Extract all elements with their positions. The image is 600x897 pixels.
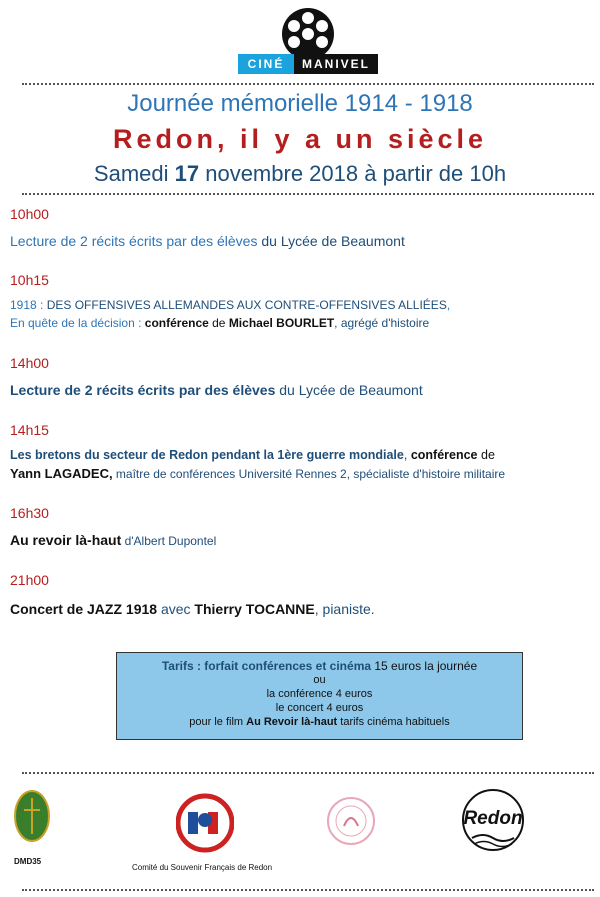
divider-top — [22, 83, 594, 85]
item6-avec: avec — [157, 601, 195, 617]
time-14h15: 14h15 — [10, 422, 49, 438]
item4-conference: conférence — [410, 448, 478, 462]
time-16h30: 16h30 — [10, 505, 49, 521]
pricing-amount: 15 euros — [374, 659, 422, 673]
date-prefix: Samedi — [93, 161, 175, 186]
item2-year: 1918 : — [10, 298, 47, 312]
item5-director: d'Albert Dupontel — [121, 534, 217, 548]
item4-title: Les bretons du secteur de Redon pendant la 1ère guerre mondiale — [10, 448, 404, 462]
dmd35-caption: DMD35 — [14, 857, 42, 866]
item4-de: de — [477, 448, 495, 462]
time-21h00: 21h00 — [10, 572, 49, 588]
program-item-4-line2 — [10, 466, 505, 481]
association-stamp-icon — [326, 796, 376, 846]
item6-role: , pianiste. — [314, 601, 375, 617]
time-14h00: 14h00 — [10, 355, 49, 371]
time-10h15: 10h15 — [10, 272, 49, 288]
redon-logo-text: Redon — [463, 808, 523, 829]
item2-subtitle: En quête de la décision : — [10, 316, 145, 330]
program-item-6 — [10, 601, 375, 617]
item1-place: du Lycée de Beaumont — [257, 233, 405, 249]
logo-band — [238, 54, 378, 74]
item2-conference: conférence — [144, 316, 209, 330]
pricing-film-title: Au Revoir là-haut — [246, 716, 338, 728]
item5-film: Au revoir là-haut — [10, 532, 122, 548]
divider-footer — [22, 772, 594, 774]
item6-concert: Concert de JAZZ 1918 — [10, 601, 158, 617]
redon-logo — [450, 788, 536, 858]
pricing-box — [116, 652, 523, 740]
event-date — [0, 161, 600, 187]
item2-speaker-role: , agrégé d'histoire — [334, 316, 430, 330]
program-item-4-line1 — [10, 448, 495, 462]
pricing-film-post: tarifs cinéma habituels — [337, 716, 450, 728]
program-item-2-line2 — [10, 316, 429, 330]
souvenir-francais-logo-icon — [176, 792, 234, 854]
item4-speaker: Yann LAGADEC, — [10, 466, 113, 481]
souvenir-caption: Comité du Souvenir Français de Redon — [132, 863, 273, 872]
item2-speaker: Michael BOURLET — [228, 316, 335, 330]
program-item-3 — [10, 382, 423, 398]
divider-bottom — [22, 889, 594, 891]
date-suffix: novembre 2018 à partir de 10h — [199, 161, 507, 186]
item2-de: de — [208, 316, 229, 330]
event-title: Journée mémorielle 1914 - 1918 — [127, 90, 473, 117]
item3-place: du Lycée de Beaumont — [275, 382, 423, 398]
logo-text-manivel: MANIVEL — [294, 54, 378, 74]
pricing-or: ou — [313, 674, 326, 686]
item4-speaker-role: maître de conférences Université Rennes 2, spécialiste d'histoire militaire — [112, 467, 506, 481]
pricing-period: la journée — [421, 659, 478, 673]
pricing-film — [117, 715, 522, 729]
pricing-concert: le concert 4 euros — [275, 702, 364, 714]
divider-title — [22, 193, 594, 195]
date-day: 17 — [174, 161, 200, 186]
item1-text: Lecture de 2 récits écrits par des élèves — [10, 233, 258, 249]
item6-artist: Thierry TOCANNE — [194, 601, 315, 617]
item4-comma: , — [403, 448, 411, 462]
event-subtitle: Redon, il y a un siècle — [112, 124, 488, 154]
film-reel-icon — [280, 6, 336, 56]
pricing-conference: la conférence 4 euros — [266, 688, 373, 700]
pricing-film-pre: pour le film — [189, 716, 247, 728]
cine-manivel-logo — [238, 6, 378, 72]
pricing-line-1 — [117, 659, 522, 673]
logo-text-cine: CINÉ — [238, 54, 294, 74]
program-item-2-line1 — [10, 298, 450, 312]
program-item-1 — [10, 233, 405, 249]
dmd35-badge-icon — [14, 790, 50, 842]
item3-text: Lecture de 2 récits écrits par des élèves — [10, 382, 276, 398]
item2-title: DES OFFENSIVES ALLEMANDES AUX CONTRE-OFFENSIVES ALLIÉES — [46, 298, 447, 312]
pricing-package: Tarifs : forfait conférences et cinéma — [161, 659, 375, 673]
item2-comma: , — [446, 298, 451, 312]
program-item-5 — [10, 532, 216, 548]
time-10h00: 10h00 — [10, 206, 49, 222]
